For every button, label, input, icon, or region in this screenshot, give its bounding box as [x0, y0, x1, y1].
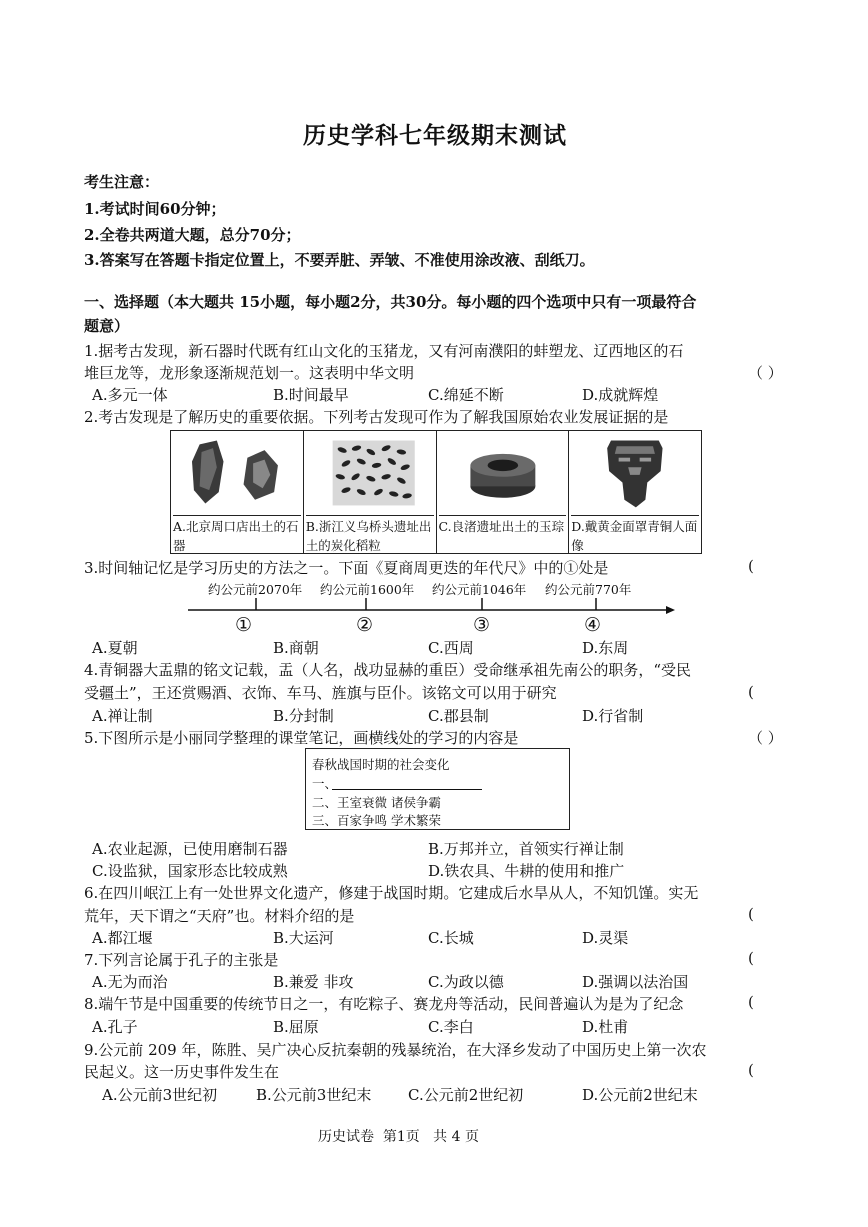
question-5-text: 5.下图所示是小丽同学整理的课堂笔记，画横线处的学习的内容是	[84, 729, 519, 747]
stone-tools-icon	[171, 431, 303, 514]
question-4-text: 4.青铜器大盂鼎的铭文记载，盂（人名，战功显赫的重臣）受命继承祖先南公的职务，“受民	[84, 661, 691, 679]
timeline-mark: ③	[473, 614, 491, 636]
option-b: B.大运河	[273, 929, 334, 947]
option-a: A.多元一体	[92, 386, 168, 404]
artifact-cell-c	[437, 431, 570, 553]
question-9-text: 9.公元前 209 年，陈胜、吴广决心反抗秦朝的残暴统治，在大泽乡发动了中国历史上第一次农	[84, 1041, 707, 1059]
notice-heading: 考生注意：	[84, 173, 160, 191]
option-c: C.郡县制	[428, 707, 489, 725]
option-c: C.公元前2世纪初	[408, 1086, 524, 1104]
timeline-label: 约公元前1600年	[320, 582, 415, 597]
option-c: C.长城	[428, 929, 474, 947]
option-d: D.铁农具、牛耕的使用和推广	[428, 862, 625, 880]
option-b: B.屈原	[273, 1018, 319, 1036]
option-b: B.兼爱 非攻	[273, 973, 354, 991]
option-a: A.夏朝	[92, 639, 138, 657]
option-d: D.强调以法治国	[582, 973, 689, 991]
notes-item-blank: 一、	[312, 776, 338, 791]
notice-item: 3.答案写在答题卡指定位置上，不要弄脏、弄皱、不准使用涂改液、刮纸刀。	[84, 251, 595, 269]
option-c: C.绵延不断	[428, 386, 504, 404]
artifact-caption-c: C.良渚遗址出土的玉琮	[439, 515, 567, 536]
option-d: D.行省制	[582, 707, 644, 725]
option-d: D.东周	[582, 639, 629, 657]
blank-underline	[332, 789, 482, 790]
timeline-mark: ②	[356, 614, 374, 636]
timeline-label: 约公元前770年	[545, 582, 632, 597]
option-a: A.都江堰	[92, 929, 153, 947]
question-8-text: 8.端午节是中国重要的传统节日之一，有吃粽子、赛龙舟等活动，民间普遍认为是为了纪念	[84, 995, 684, 1013]
option-d: D.杜甫	[582, 1018, 629, 1036]
option-a: A.无为而治	[92, 973, 168, 991]
question-2-text: 2.考古发现是了解历史的重要依据。下列考古发现可作为了解我国原始农业发展证据的是	[84, 408, 669, 426]
section-heading: 一、选择题（本大题共 15小题，每小题2分，共30分。每小题的四个选项中只有一项最符合	[84, 293, 697, 311]
carbonized-rice-icon	[304, 431, 436, 514]
notice-item: 1.考试时间60分钟；	[84, 200, 226, 218]
artifact-cell-d	[569, 431, 701, 553]
option-c: C.设监狱，国家形态比较成熟	[92, 862, 288, 880]
timeline-label: 约公元前1046年	[432, 582, 527, 597]
answer-bracket: （ ）	[748, 364, 783, 382]
option-a: A.孔子	[92, 1018, 138, 1036]
bronze-mask-icon	[569, 431, 701, 514]
answer-bracket: （ ）	[748, 729, 783, 747]
timeline-label: 约公元前2070年	[208, 582, 303, 597]
notes-item: 三、百家争鸣 学术繁荣	[312, 813, 441, 828]
option-c: C.为政以德	[428, 973, 504, 991]
question-1-text: 1.据考古发现，新石器时代既有红山文化的玉猪龙，又有河南濮阳的蚌塑龙、辽西地区的石	[84, 342, 684, 360]
question-4-text: 受疆土”，王还赏赐酒、衣饰、车马、旌旗与臣仆。该铭文可以用于研究	[84, 684, 557, 702]
question-1-text: 堆巨龙等，龙形象逐渐规范划一。这表明中华文明	[84, 364, 415, 382]
option-a: A.农业起源，已使用磨制石器	[92, 840, 288, 858]
option-c: C.西周	[428, 639, 474, 657]
question-7-text: 7.下列言论属于孔子的主张是	[84, 951, 279, 969]
artifact-image-table	[170, 430, 702, 554]
question-9-text: 民起义。这一历史事件发生在	[84, 1063, 280, 1081]
option-c: C.李白	[428, 1018, 474, 1036]
notes-title: 春秋战国时期的社会变化	[312, 757, 450, 772]
answer-bracket: (	[748, 1061, 754, 1079]
option-b: B.公元前3世纪末	[256, 1086, 372, 1104]
answer-bracket: (	[748, 993, 754, 1011]
answer-bracket: (	[748, 949, 754, 967]
page-footer: 历史试卷 第1页 共 4 页	[318, 1129, 479, 1145]
artifact-cell-a	[171, 431, 304, 553]
artifact-caption-b: B.浙江义乌桥头遗址出土的炭化稻粒	[306, 515, 434, 555]
option-d: D.成就辉煌	[582, 386, 659, 404]
question-6-text: 荒年，天下谓之“天府”也。材料介绍的是	[84, 907, 355, 925]
class-notes-box	[305, 748, 570, 830]
question-6-text: 6.在四川岷江上有一处世界文化遗产，修建于战国时期。它建成后水旱从人，不知饥馑。实无	[84, 884, 699, 902]
page-title: 历史学科七年级期末测试	[303, 122, 567, 149]
answer-bracket: (	[748, 683, 754, 701]
artifact-caption-d: D.戴黄金面罩青铜人面像	[571, 515, 699, 555]
artifact-cell-b	[304, 431, 437, 553]
option-b: B.万邦并立，首领实行禅让制	[428, 840, 624, 858]
jade-cong-icon	[437, 431, 569, 514]
answer-bracket: (	[748, 557, 754, 575]
answer-bracket: (	[748, 905, 754, 923]
notes-item: 二、王室衰微 诸侯争霸	[312, 795, 441, 810]
option-a: A.公元前3世纪初	[102, 1086, 218, 1104]
timeline-mark: ①	[235, 614, 253, 636]
option-d: D.公元前2世纪末	[582, 1086, 698, 1104]
option-a: A.禅让制	[92, 707, 153, 725]
section-heading-cont: 题意）	[84, 317, 130, 335]
option-b: B.时间最早	[273, 386, 349, 404]
artifact-caption-a: A.北京周口店出土的石器	[173, 515, 301, 555]
option-b: B.商朝	[273, 639, 319, 657]
option-d: D.灵渠	[582, 929, 629, 947]
notice-item: 2.全卷共两道大题，总分70分；	[84, 226, 301, 244]
timeline-mark: ④	[584, 614, 602, 636]
option-b: B.分封制	[273, 707, 334, 725]
question-3-text: 3.时间轴记忆是学习历史的方法之一。下面《夏商周更迭的年代尺》中的①处是	[84, 559, 609, 577]
